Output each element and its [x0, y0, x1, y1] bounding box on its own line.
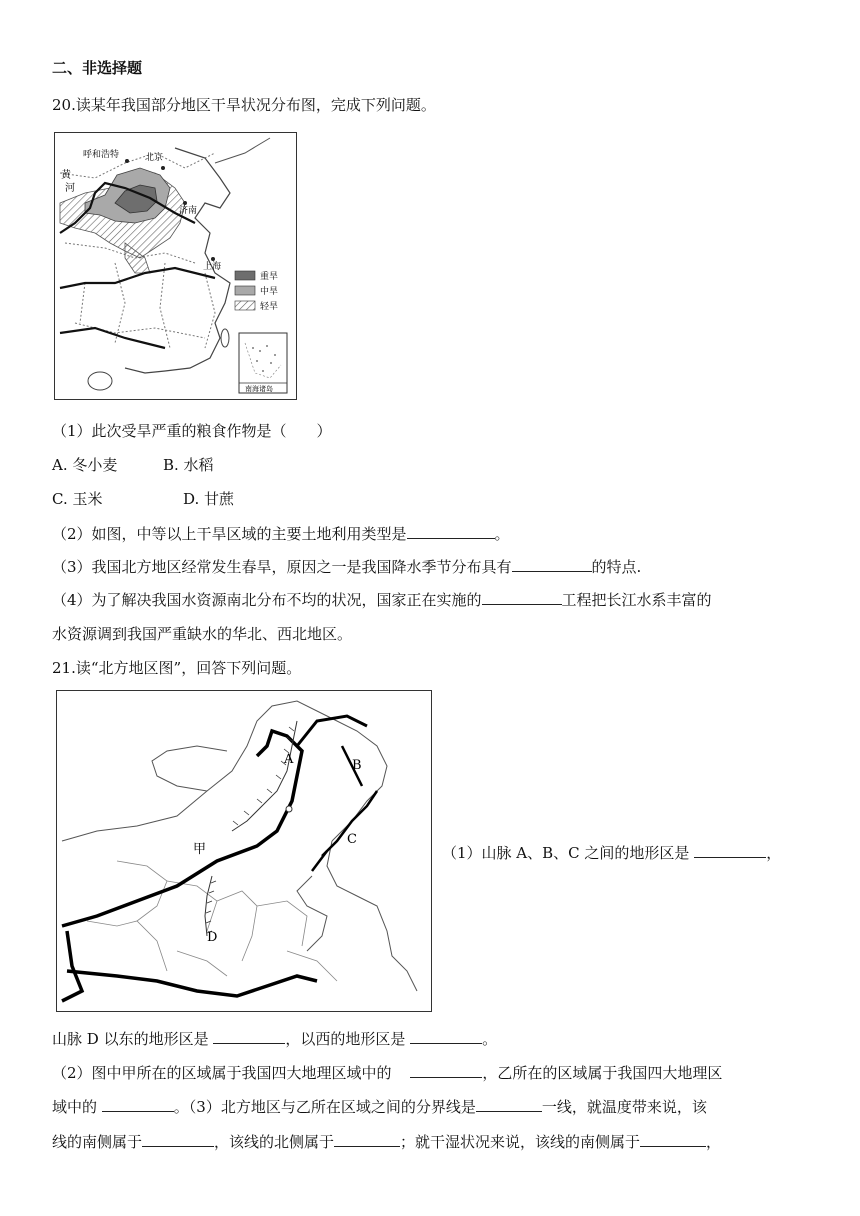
answer-blank[interactable]: [482, 590, 562, 605]
hainan-island: [88, 372, 112, 390]
answer-blank[interactable]: [410, 1063, 482, 1078]
q21-line2-post: 。: [482, 1030, 498, 1048]
national-border: [62, 701, 387, 841]
q20-option-b: B. 水稻: [163, 456, 214, 474]
q21-line5-pre: 线的南侧属于: [52, 1133, 143, 1151]
q20-sub3: [52, 557, 641, 577]
q20-sub4: [52, 590, 712, 610]
city-circle: [286, 806, 292, 812]
legend-swatch-light: [235, 301, 255, 310]
q21-line2-mid: ，以西的地形区是: [285, 1030, 406, 1048]
pearl-river: [60, 328, 165, 348]
answer-blank[interactable]: [142, 1132, 214, 1147]
q21-sub2-mid: ，乙所在的区域属于我国四大地理区: [482, 1064, 723, 1082]
coastline: [327, 841, 417, 991]
south-sea-inset: [239, 333, 287, 393]
q21-line5-mid2: ；就干湿状况来说，该线的南侧属于: [400, 1133, 641, 1151]
legend-medium: 中旱: [260, 287, 279, 297]
answer-blank[interactable]: [213, 1029, 285, 1044]
legend-swatch-medium: [235, 286, 255, 295]
map2-label-a: A: [284, 752, 294, 767]
q21-line2-pre: 山脉 D 以东的地形区是: [52, 1030, 209, 1048]
map1-label-shanghai: 上海: [203, 262, 222, 272]
section-title: 二、非选择题: [52, 59, 143, 77]
answer-blank[interactable]: [102, 1097, 174, 1112]
legend-severe: 重旱: [260, 272, 279, 282]
question-20-stem: 20.读某年我国部分地区干旱状况分布图，完成下列问题。: [52, 96, 436, 114]
q20-sub2: [52, 524, 510, 544]
legend-light: 轻旱: [260, 302, 279, 312]
q20-sub3-pre: （3）我国北方地区经常发生春旱，原因之一是我国降水季节分布具有: [52, 558, 512, 576]
q21-sub1-pre: （1）山脉 A、B、C 之间的地形区是: [442, 844, 690, 862]
q20-option-d: D. 甘蔗: [183, 490, 235, 508]
q21-line4-pre: 域中的: [52, 1098, 98, 1116]
region-boundary: [62, 731, 302, 926]
question-21-stem: 21.读“北方地区图”，回答下列问题。: [52, 659, 302, 677]
map1-label-huang: 黄: [61, 170, 71, 181]
q21-line3: [52, 1063, 722, 1083]
q20-sub4-pre: （4）为了解决我国水资源南北分布不均的状况，国家正在实施的: [52, 591, 482, 609]
answer-blank[interactable]: [407, 524, 495, 539]
legend-swatch-severe: [235, 271, 255, 280]
q20-option-a: A. 冬小麦: [52, 456, 118, 474]
answer-blank[interactable]: [410, 1029, 482, 1044]
map1-label-he: 河: [65, 183, 75, 194]
map1-label-jinan: 济南: [179, 206, 198, 216]
q20-sub3-post: 的特点.: [591, 558, 642, 576]
q21-sub2-pre: （2）图中甲所在的区域属于我国四大地理区域中的: [52, 1064, 392, 1082]
map2-label-b: B: [352, 758, 362, 773]
map2-label-c: C: [347, 832, 357, 847]
q21-line4: [52, 1097, 707, 1117]
map1-label-beijing: 北京: [145, 153, 164, 163]
q20-sub2-pre: （2）如图，中等以上干旱区域的主要土地利用类型是: [52, 525, 407, 543]
answer-blank[interactable]: [512, 557, 592, 572]
map2-label-jia: 甲: [193, 842, 207, 857]
answer-blank[interactable]: [334, 1132, 400, 1147]
q20-sub2-post: 。: [494, 525, 510, 543]
city-dot: [183, 201, 187, 205]
q20-sub4-post: 工程把长江水系丰富的: [561, 591, 712, 609]
q21-line2: [52, 1029, 497, 1049]
drought-map: [54, 132, 297, 400]
answer-blank[interactable]: [640, 1132, 706, 1147]
q21-line4-mid: 。（3）北方地区与乙所在区域之间的分界线是: [173, 1098, 476, 1116]
q21-sub1: [442, 843, 781, 863]
q20-sub1: （1）此次受旱严重的粮食作物是（ ）: [52, 422, 332, 440]
city-dot: [211, 257, 215, 261]
drought-map-svg: [55, 133, 296, 399]
q21-line4-mid2: 一线，就温度带来说，该: [541, 1098, 707, 1116]
q21-line5-mid: ，该线的北侧属于: [214, 1133, 335, 1151]
north-region-map-svg: [57, 691, 431, 1011]
q20-option-c: C. 玉米: [52, 490, 103, 508]
q20-sub4-line2: 水资源调到我国严重缺水的华北、西北地区。: [52, 625, 353, 643]
q21-line5: [52, 1132, 721, 1152]
city-dot: [125, 159, 129, 163]
map1-label-hohhot: 呼和浩特: [83, 150, 120, 160]
inset-label: 南海诸岛: [245, 385, 273, 393]
answer-blank[interactable]: [694, 843, 766, 858]
map2-label-d: D: [207, 930, 218, 945]
qinling-huaihe-line: [67, 971, 317, 996]
q21-line5-post: ，: [706, 1133, 722, 1151]
q21-sub1-post: ，: [766, 844, 782, 862]
answer-blank[interactable]: [476, 1097, 542, 1112]
north-region-map: [56, 690, 432, 1012]
city-dot: [161, 166, 165, 170]
